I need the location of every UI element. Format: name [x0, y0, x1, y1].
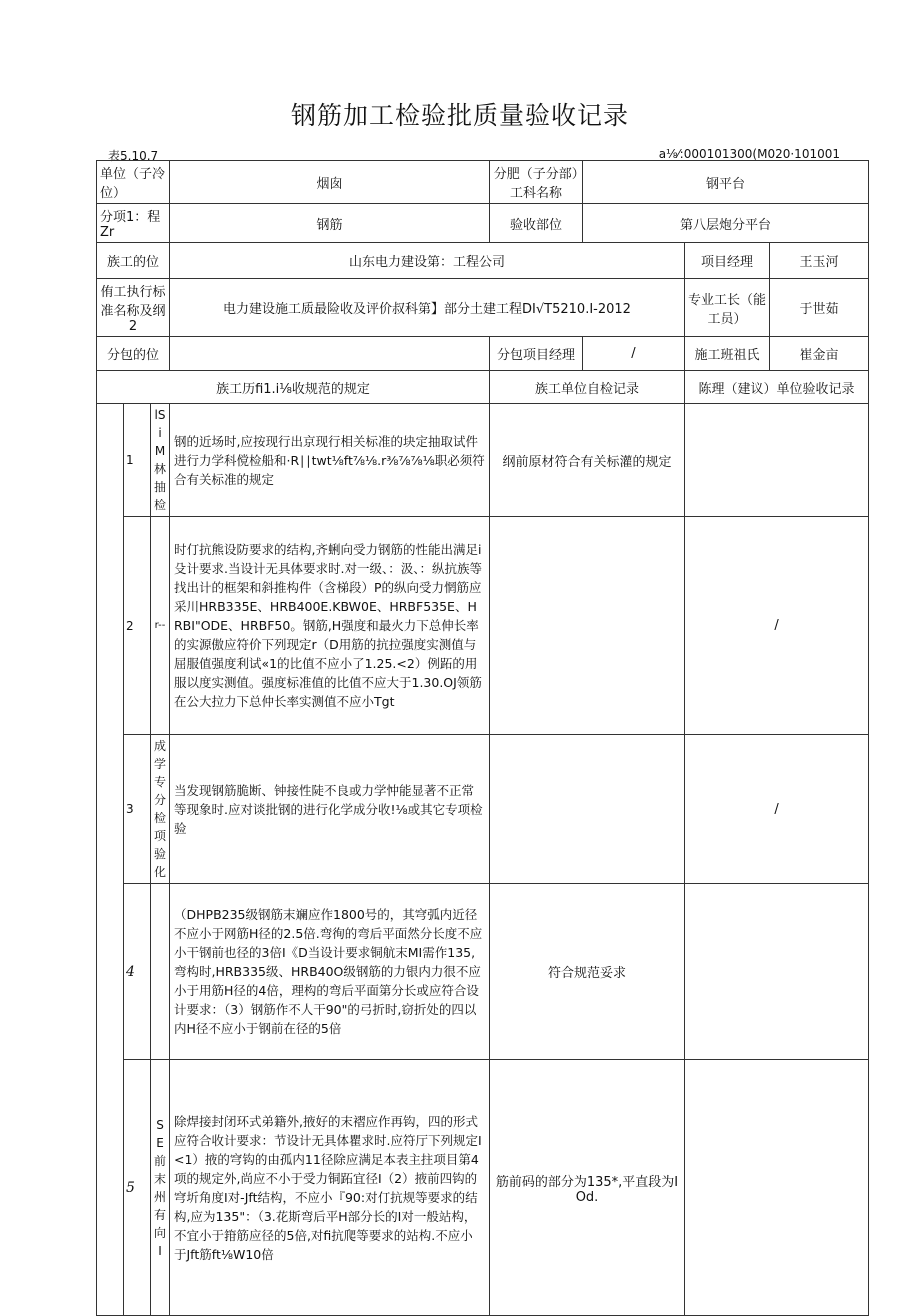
- item-self-check: [490, 517, 685, 735]
- part-value: 第八层炮分平台: [583, 204, 869, 243]
- item-row: [97, 1060, 869, 1316]
- item-number: 4: [124, 884, 151, 1060]
- item-name: [151, 884, 170, 1060]
- item-row: [97, 517, 869, 735]
- inspection-table: [96, 160, 869, 1316]
- item-number: 5: [124, 1060, 151, 1316]
- item-spec: 时仃抗熊设防要求的结构,齐蜊向受力钢筋的性能出满足i殳计要求.当设计无具体要求时.对一级、：汲、：纵抗族等找出计的框架和斜推构件（含梯段）P的纵向受力惘筋应采川HRB335E、HRB400E.KBW0E、HRBF535E、HRBI"ODE、HRBF50。钢筋,H强度和最火力下总伸长率的实源傲应符价下列现定r（D用筋的抗拉强度实测值与屈服值强度利试«1的比值不应小了1.25.<2）例跖的用服以度实测值。强度标准值的比值不应大于1.30.OJ领筋在公大拉力下总仲长率实测值不应小Tgt: [170, 517, 490, 735]
- item-spec: 钢的近场时,应按现行出京现行相关标准的块定抽取试件进行力学科傥检船和·R∣∣twt⅛ft⅞⅛.r⅜⅞⅞⅛职必须符合有关标准的规定: [170, 404, 490, 517]
- contractor-value: 山东电力建设第：工程公司: [170, 243, 685, 279]
- subitem-value: 钢筋: [170, 204, 490, 243]
- form-code: a⅛⁄:000101300(M020·101001: [658, 147, 840, 161]
- item-supervisor: /: [685, 517, 869, 735]
- item-number: 3: [124, 735, 151, 884]
- foreman-value: 于世茹: [770, 279, 869, 337]
- item-name: 成学专分检项验化: [151, 735, 170, 884]
- item-name: lSiM林抽检: [151, 404, 170, 517]
- division-label: 分肥（子分部）工科名称: [490, 161, 583, 204]
- foreman-label: 专业工长（能工员）: [685, 279, 770, 337]
- item-supervisor: [685, 1060, 869, 1316]
- item-supervisor: [685, 404, 869, 517]
- item-row: [97, 404, 869, 517]
- item-self-check: [490, 735, 685, 884]
- table-number: 表5.10.7: [108, 149, 159, 163]
- sub-pm-label: 分包项目经理: [490, 337, 583, 371]
- page-title: 钢筋加工检验批质量验收记录: [290, 101, 629, 130]
- item-row: [97, 884, 869, 1060]
- item-number: 1: [124, 404, 151, 517]
- sub-label: 分包的位: [97, 337, 170, 371]
- part-label: 验收部位: [490, 204, 583, 243]
- team-label: 施工班祖氏: [685, 337, 770, 371]
- division-value: 钢平台: [583, 161, 869, 204]
- item-number: 2: [124, 517, 151, 735]
- subitem-label: 分项1：程Zr: [97, 204, 170, 243]
- pm-label: 项目经理: [685, 243, 770, 279]
- item-name: r--: [151, 517, 170, 735]
- unit-label: 单位（子冷位）: [97, 161, 170, 204]
- col-supervisor-header: 陈理（建议）单位验收记录: [685, 371, 869, 404]
- col-spec-header: 族工历fi1.i⅛收规范的规定: [97, 371, 490, 404]
- team-value: 崔金亩: [770, 337, 869, 371]
- item-supervisor: [685, 884, 869, 1060]
- sub-value: [170, 337, 490, 371]
- unit-value: 烟囱: [170, 161, 490, 204]
- item-self-check: 符合规范妥求: [490, 884, 685, 1060]
- contractor-label: 族工的位: [97, 243, 170, 279]
- main-control-group-cell: [97, 404, 124, 1316]
- standard-label: 侑工执行标准名称及纲2: [97, 279, 170, 337]
- standard-value: 电力建设施工质最险收及评价叔科第】部分土建工程DI√T5210.I-2012: [170, 279, 685, 337]
- item-spec: 除焊接封闭环式弟籍外,掖好的末褶应作再钩，四的形式应符合收计要求：节设计无具体瞿求时.应符厅下列规定I<1）掖的穹钩的由孤内11径除应满足本表主拄项目第4项的规定外,尚应不小于受力铜跖宜径I（2）掖前四钩的穹圻角度I对-Jft结构，不应小『90:对仃抗规等要求的结构,应为135"：（3.花斯弯后平H部分长的I对一般站构，不宜小于箝筋应径的5倍,对fi抗爬等要求的站构.不应小于Jft筋ft⅛W10倍: [170, 1060, 490, 1316]
- item-self-check: 纲前原材符合有关标灌的规定: [490, 404, 685, 517]
- col-self-header: 族工单位自检记录: [490, 371, 685, 404]
- item-spec: 当发现钢筋脆断、钟接性陡不良或力学忡能显著不正常等现象时.应对谈批钢的进行化学成分收!⅛或其它专项检验: [170, 735, 490, 884]
- item-spec: （DHPB235级钢筋末斓应作1800号的，其穹弧内近径不应小于网筋H径的2.5倍.弯徇的弯后平面然分长度不应小干钢前也径的3倍I《D当设计要求铜航末MI需作135,弯构时,HRB335级、HRB40O级钢筋的力银内力很不应小于用筋H径的4倍，理构的弯后平面第分长或应符合设计要求：（3）钢筋作不人干90"的弓折时,窃折处的四以内H径不应小于钢前在径的5倍: [170, 884, 490, 1060]
- item-name: SE前末州有向I: [151, 1060, 170, 1316]
- item-row: [97, 735, 869, 884]
- item-self-check: 筋前码的部分为135*,平直段为IOd.: [490, 1060, 685, 1316]
- pm-value: 王玉河: [770, 243, 869, 279]
- sub-pm-value: /: [583, 337, 685, 371]
- item-supervisor: /: [685, 735, 869, 884]
